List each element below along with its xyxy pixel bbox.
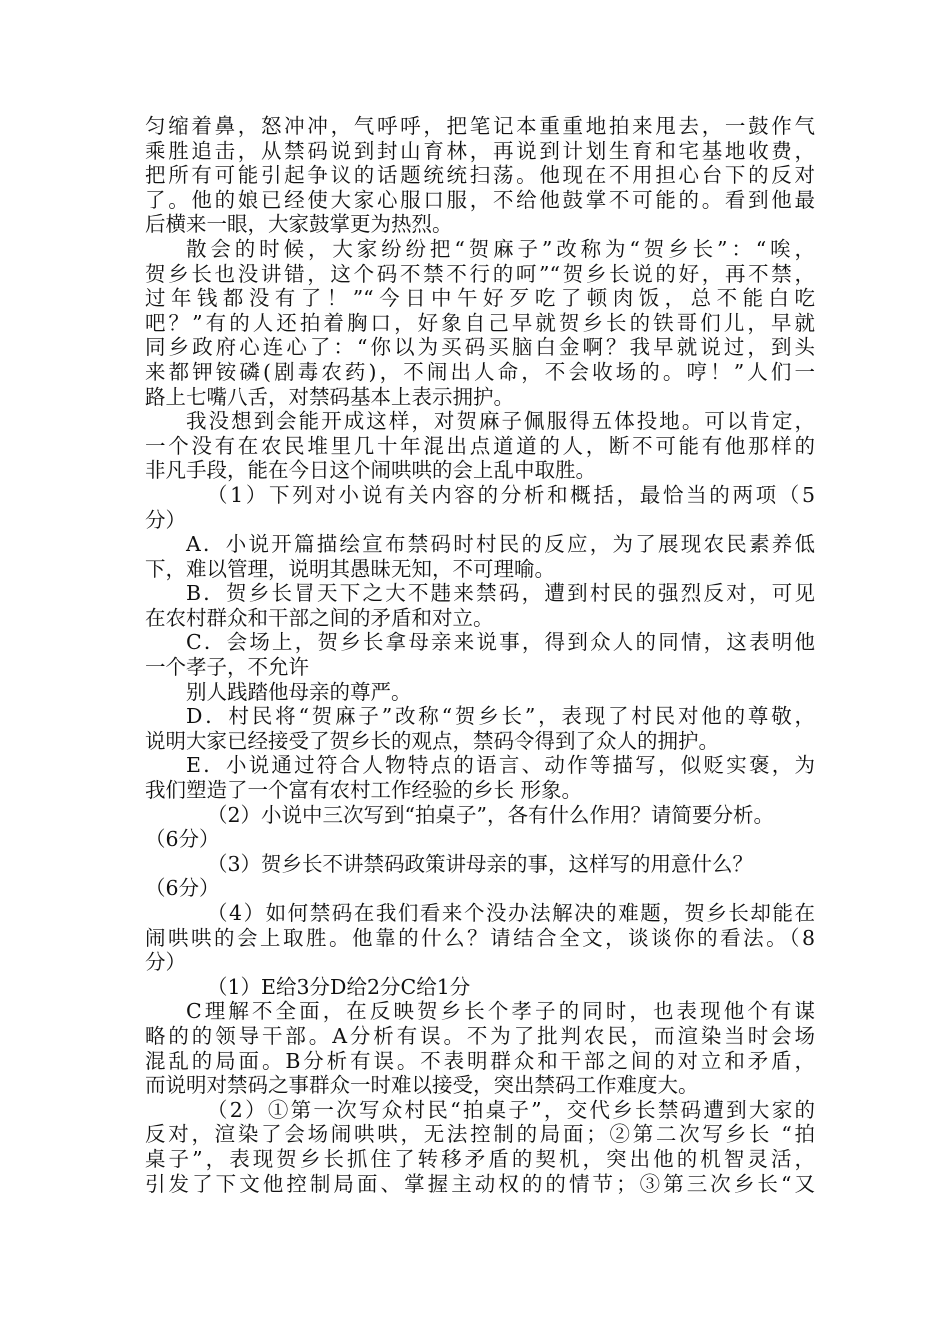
text-line: 下，难以管理，说明其愚昧无知，不可理喻。 xyxy=(145,556,555,581)
text-line: 略的的领导干部。A分析有误。不为了批判农民，而渲染当时会场 xyxy=(145,1023,815,1048)
text-line: 我没想到会能开成这样，对贺麻子佩服得五体投地。可以肯定， xyxy=(186,409,815,434)
text-line: B．贺乡长冒天下之大不韪来禁码，遭到村民的强烈反对，可见 xyxy=(186,581,815,606)
text-line: （6分） xyxy=(145,827,220,852)
text-line: 把所有可能引起争议的话题统统扫荡。他现在不用担心台下的反对 xyxy=(145,163,815,188)
text-line: 分） xyxy=(145,950,186,975)
document-page xyxy=(145,114,815,1196)
text-line: （2）小说中三次写到“拍桌子”，各有什么作用？请简要分析。 xyxy=(207,802,775,827)
text-line: 混乱的局面。B分析有误。不表明群众和干部之间的对立和矛盾， xyxy=(145,1048,815,1073)
text-line: 而说明对禁码之事群众一时难以接受，突出禁码工作难度大。 xyxy=(145,1073,699,1098)
text-line: 分） xyxy=(145,507,186,532)
text-line: 闹哄哄的会上取胜。他靠的什么？请结合全文，谈谈你的看法。（8 xyxy=(145,925,815,950)
text-line: 我们塑造了一个富有农村工作经验的乡长 形象。 xyxy=(145,778,583,803)
text-line: 乘胜追击，从禁码说到封山育林，再说到计划生育和宅基地收费， xyxy=(145,138,815,163)
text-line: 后横来一眼，大家鼓掌更为热烈。 xyxy=(145,212,453,237)
text-line: D．村民将“贺麻子”改称“贺乡长”，表现了村民对他的尊敬， xyxy=(186,704,815,729)
text-line: 说明大家已经接受了贺乡长的观点，禁码令得到了众人的拥护。 xyxy=(145,728,719,753)
text-line: 一个孝子，不允许 xyxy=(145,655,309,680)
text-line: 反对，渲染了会场闹哄哄，无法控制的局面；②第二次写乡长 “拍 xyxy=(145,1122,815,1147)
text-line: 吧？”有的人还拍着胸口，好象自己早就贺乡长的铁哥们儿，早就 xyxy=(145,310,815,335)
text-line: 来都钾铵磷(剧毒农药)，不闹出人命，不会收场的。哼！”人们一 xyxy=(145,359,815,384)
text-line: 了。他的娘已经使大家心服口服，不给他鼓掌不可能的。看到他最 xyxy=(145,187,815,212)
text-line: 散会的时候，大家纷纷把“贺麻子”改称为“贺乡长”：“唉， xyxy=(186,236,815,261)
text-line: 引发了下文他控制局面、掌握主动权的的情节；③第三次乡长“又 xyxy=(145,1171,815,1196)
text-line: 贺乡长也没讲错，这个码不禁不行的呵”“贺乡长说的好，再不禁， xyxy=(145,261,815,286)
text-line: （2）①第一次写众村民“拍桌子”，交代乡长禁码遭到大家的 xyxy=(207,1097,815,1122)
text-line: 别人践踏他母亲的尊严。 xyxy=(186,679,412,704)
text-line: （3）贺乡长不讲禁码政策讲母亲的事，这样写的用意什么？ xyxy=(207,851,754,876)
text-line: A．小说开篇描绘宣布禁码时村民的反应，为了展现农民素养低 xyxy=(186,532,815,557)
text-line: 桌子”，表现贺乡长抓住了转移矛盾的契机，突出他的机智灵活， xyxy=(145,1146,815,1171)
text-line: （6分） xyxy=(145,876,220,901)
text-line: （4）如何禁码在我们看来个没办法解决的难题，贺乡长却能在 xyxy=(207,901,815,925)
text-line: C理解不全面，在反映贺乡长个孝子的同时，也表现他个有谋 xyxy=(186,999,815,1024)
text-line: 在农村群众和干部之间的矛盾和对立。 xyxy=(145,605,494,630)
text-line: 过年钱都没有了！”“今日中午好歹吃了顿肉饭，总不能白吃 xyxy=(145,286,815,311)
text-line: C．会场上，贺乡长拿母亲来说事，得到众人的同情，这表明他 xyxy=(186,630,815,655)
text-line: （1）E给3分D给2分C给1分 xyxy=(207,974,471,999)
text-line: 非凡手段，能在今日这个闹哄哄的会上乱中取胜。 xyxy=(145,458,596,483)
text-line: 匀缩着鼻，怒冲冲，气呼呼，把笔记本重重地拍来甩去，一鼓作气 xyxy=(145,114,815,138)
text-line: 同乡政府心连心了：“你以为买码买脑白金啊？我早就说过，到头 xyxy=(145,335,815,360)
text-line: 一个没有在农民堆里几十年混出点道道的人，断不可能有他那样的 xyxy=(145,433,815,458)
text-line: （1）下列对小说有关内容的分析和概括，最恰当的两项（5 xyxy=(207,482,815,507)
text-line: 路上七嘴八舌，对禁码基本上表示拥护。 xyxy=(145,384,514,409)
text-line: E．小说通过符合人物特点的语言、动作等描写，似贬实褒，为 xyxy=(186,753,815,778)
